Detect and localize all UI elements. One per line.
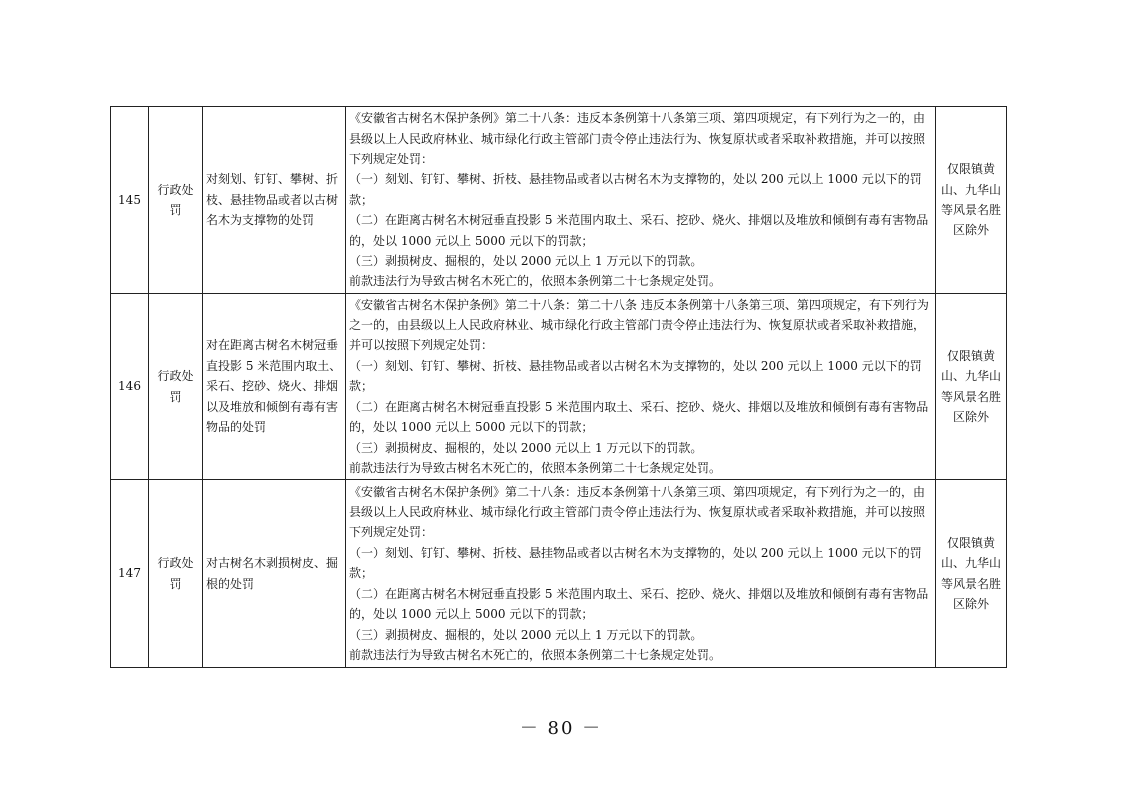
penalty-item: 对在距离古树名木树冠垂直投影 5 米范围内取土、采石、挖砂、烧火、排烟以及堆放和倾倒有毒有害物品的处罚 [203,294,346,480]
table-row [111,107,1007,294]
basis-paragraph: 前款违法行为导致古树名木死亡的，依照本条例第二十七条规定处罚。 [349,274,722,289]
remark: 仅限镇黄山、九华山等风景名胜区除外 [936,294,1007,480]
basis-paragraph: 前款违法行为导致古树名木死亡的，依照本条例第二十七条规定处罚。 [349,647,722,662]
basis-paragraph: （一）刻划、钉钉、攀树、折枝、悬挂物品或者以古树名木为支撑物的，处以 200 元以上 1000 元以下的罚款； [349,545,922,581]
row-number: 145 [111,107,149,294]
remark: 仅限镇黄山、九华山等风景名胜区除外 [936,107,1007,294]
penalty-item: 对刻划、钉钉、攀树、折枝、悬挂物品或者以古树名木为支撑物的处罚 [203,107,346,294]
basis-paragraph: （三）剥损树皮、掘根的，处以 2000 元以上 1 万元以下的罚款。 [349,440,703,455]
penalty-type: 行政处罚 [149,107,203,294]
basis-paragraph: 前款违法行为导致古树名木死亡的，依照本条例第二十七条规定处罚。 [349,460,722,475]
basis-paragraph: 《安徽省古树名木保护条例》第二十八条：违反本条例第十八条第三项、第四项规定，有下列行为之一的，由县级以上人民政府林业、城市绿化行政主管部门责令停止违法行为、恢复原状或者采取补救措施，并可以按照下列规定处罚： [349,111,926,166]
basis-paragraph: （一）刻划、钉钉、攀树、折枝、悬挂物品或者以古树名木为支撑物的，处以 200 元以上 1000 元以下的罚款； [349,172,922,207]
penalty-type: 行政处罚 [149,480,203,668]
basis-paragraph: 《安徽省古树名木保护条例》第二十八条：违反本条例第十八条第三项、第四项规定，有下列行为之一的，由县级以上人民政府林业、城市绿化行政主管部门责令停止违法行为、恢复原状或者采取补救措施，并可以按照下列规定处罚： [349,484,926,540]
remark: 仅限镇黄山、九华山等风景名胜区除外 [936,480,1007,668]
basis-paragraph: （二）在距离古树名木树冠垂直投影 5 米范围内取土、采石、挖砂、烧火、排烟以及堆放和倾倒有毒有害物品的，处以 1000 元以上 5000 元以下的罚款； [349,586,929,622]
basis-paragraph: （二）在距离古树名木树冠垂直投影 5 米范围内取土、采石、挖砂、烧火、排烟以及堆放和倾倒有毒有害物品的，处以 1000 元以上 5000 元以下的罚款； [349,213,929,248]
basis-paragraph: （三）剥损树皮、掘根的，处以 2000 元以上 1 万元以下的罚款。 [349,254,703,269]
legal-basis [346,480,936,668]
page-number: － 80 － [519,718,603,739]
legal-basis [346,107,936,294]
basis-paragraph: （三）剥损树皮、掘根的，处以 2000 元以上 1 万元以下的罚款。 [349,627,703,642]
regulation-table [110,106,1007,668]
table-row [111,480,1007,668]
legal-basis [346,294,936,480]
basis-paragraph: （二）在距离古树名木树冠垂直投影 5 米范围内取土、采石、挖砂、烧火、排烟以及堆放和倾倒有毒有害物品的，处以 1000 元以上 5000 元以下的罚款； [349,399,929,435]
penalty-type: 行政处罚 [149,294,203,480]
row-number: 146 [111,294,149,480]
basis-paragraph: 《安徽省古树名木保护条例》第二十八条：第二十八条 违反本条例第十八条第三项、第四项规定，有下列行为之一的，由县级以上人民政府林业、城市绿化行政主管部门责令停止违法行为、恢复原状或者采取补救措施，并可以按照下列规定处罚： [349,297,929,353]
table-row [111,294,1007,480]
penalty-item: 对古树名木剥损树皮、掘根的处罚 [203,480,346,668]
basis-paragraph: （一）刻划、钉钉、攀树、折枝、悬挂物品或者以古树名木为支撑物的，处以 200 元以上 1000 元以下的罚款； [349,358,922,394]
row-number: 147 [111,480,149,668]
